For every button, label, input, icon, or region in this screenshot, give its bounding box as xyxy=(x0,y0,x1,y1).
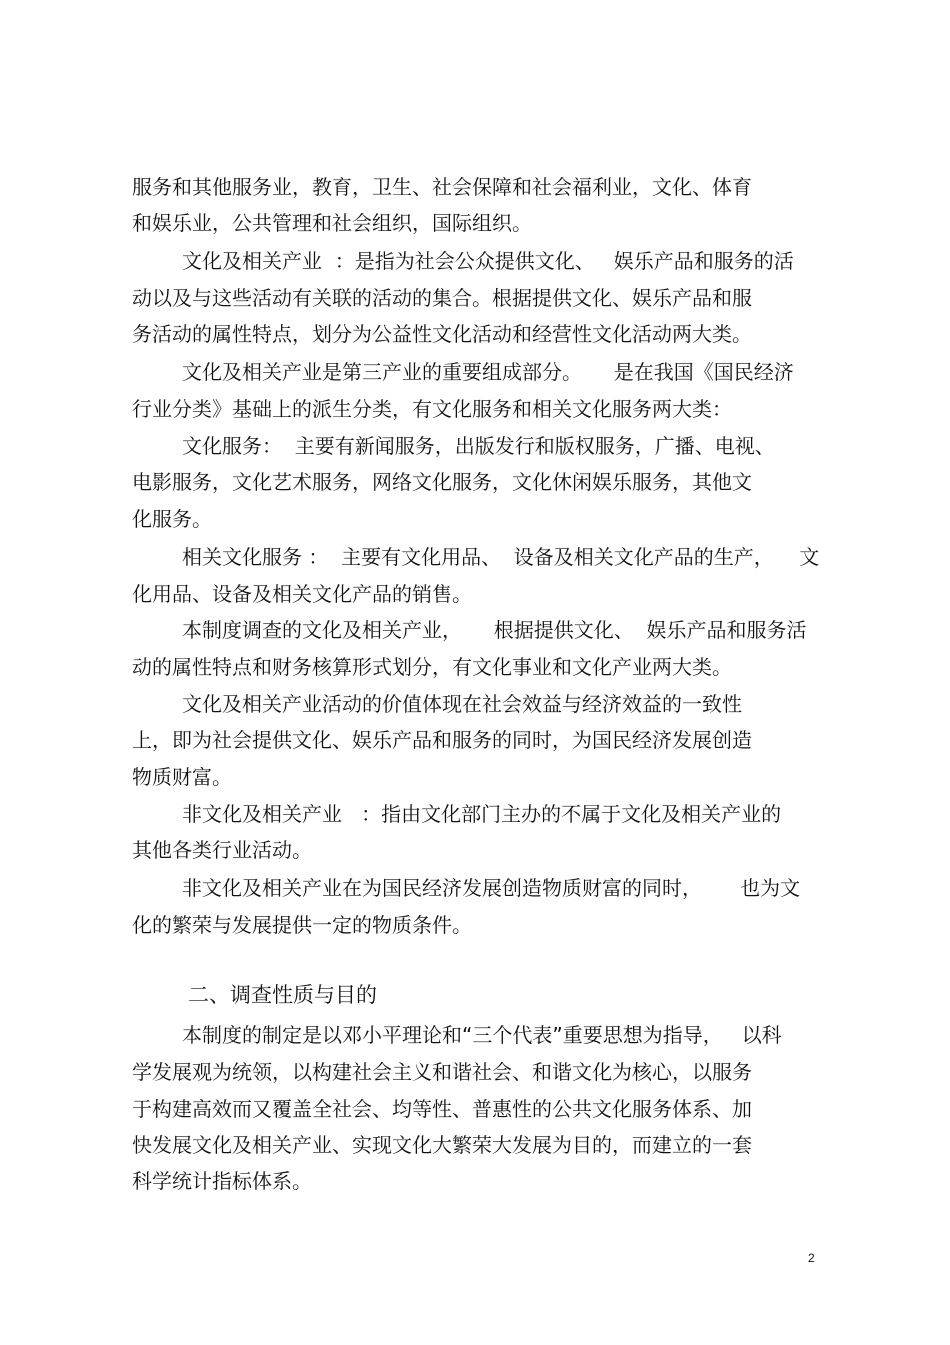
text-line: 文化及相关产业是第三产业的重要组成部分。 是在我国《国民经济 xyxy=(182,360,794,384)
section-heading: 二、调查性质与目的 xyxy=(188,983,377,1007)
text-line: 上，即为社会提供文化、娱乐产品和服务的同时，为国民经济发展创造 xyxy=(132,728,752,752)
text-line: 务活动的属性特点，划分为公益性文化活动和经营性文化活动两大类。 xyxy=(132,322,752,346)
text-line: 化用品、设备及相关文化产品的销售。 xyxy=(132,582,472,606)
text-line: 动的属性特点和财务核算形式划分，有文化事业和文化产业两大类。 xyxy=(132,655,732,679)
text-line: 化服务。 xyxy=(132,507,212,531)
text-line: 和娱乐业，公共管理和社会组织，国际组织。 xyxy=(132,211,532,235)
text-line: 于构建高效而又覆盖全社会、均等性、普惠性的公共文化服务体系、加 xyxy=(132,1097,752,1121)
text-line: 物质财富。 xyxy=(132,765,232,789)
text-line: 非文化及相关产业在为国民经济发展创造物质财富的同时， 也为文 xyxy=(182,876,801,900)
text-line: 动以及与这些活动有关联的活动的集合。根据提供文化、娱乐产品和服 xyxy=(132,286,752,310)
text-line: 电影服务，文化艺术服务，网络文化服务，文化休闲娱乐服务，其他文 xyxy=(132,470,752,494)
text-line: 科学统计指标体系。 xyxy=(132,1169,312,1193)
page-number: 2 xyxy=(808,1251,815,1265)
text-line: 相关文化服务 ： 主要有文化用品、 设备及相关文化产品的生产， 文 xyxy=(182,545,820,569)
text-line: 文化及相关产业 ：是指为社会公众提供文化、 娱乐产品和服务的活 xyxy=(182,249,794,273)
text-line: 本制度调查的文化及相关产业， 根据提供文化、 娱乐产品和服务活 xyxy=(182,618,807,642)
text-line: 文化服务： 主要有新闻服务，出版发行和版权服务，广播、电视、 xyxy=(182,434,775,458)
text-line: 本制度的制定是以邓小平理论和“三个代表”重要思想为指导， 以科 xyxy=(182,1023,782,1047)
text-line: 学发展观为统领，以构建社会主义和谐社会、和谐文化为核心，以服务 xyxy=(132,1060,752,1084)
text-line: 化的繁荣与发展提供一定的物质条件。 xyxy=(132,913,472,937)
text-line: 行业分类》基础上的派生分类，有文化服务和相关文化服务两大类： xyxy=(132,397,732,421)
text-line: 文化及相关产业活动的价值体现在社会效益与经济效益的一致性 xyxy=(182,692,742,716)
text-line: 快发展文化及相关产业、实现文化大繁荣大发展为目的，而建立的一套 xyxy=(132,1133,752,1157)
text-line: 服务和其他服务业，教育，卫生、社会保障和社会福利业，文化、体育 xyxy=(132,175,752,199)
text-line: 其他各类行业活动。 xyxy=(132,838,312,862)
text-line: 非文化及相关产业 ：指由文化部门主办的不属于文化及相关产业的 xyxy=(182,802,782,826)
